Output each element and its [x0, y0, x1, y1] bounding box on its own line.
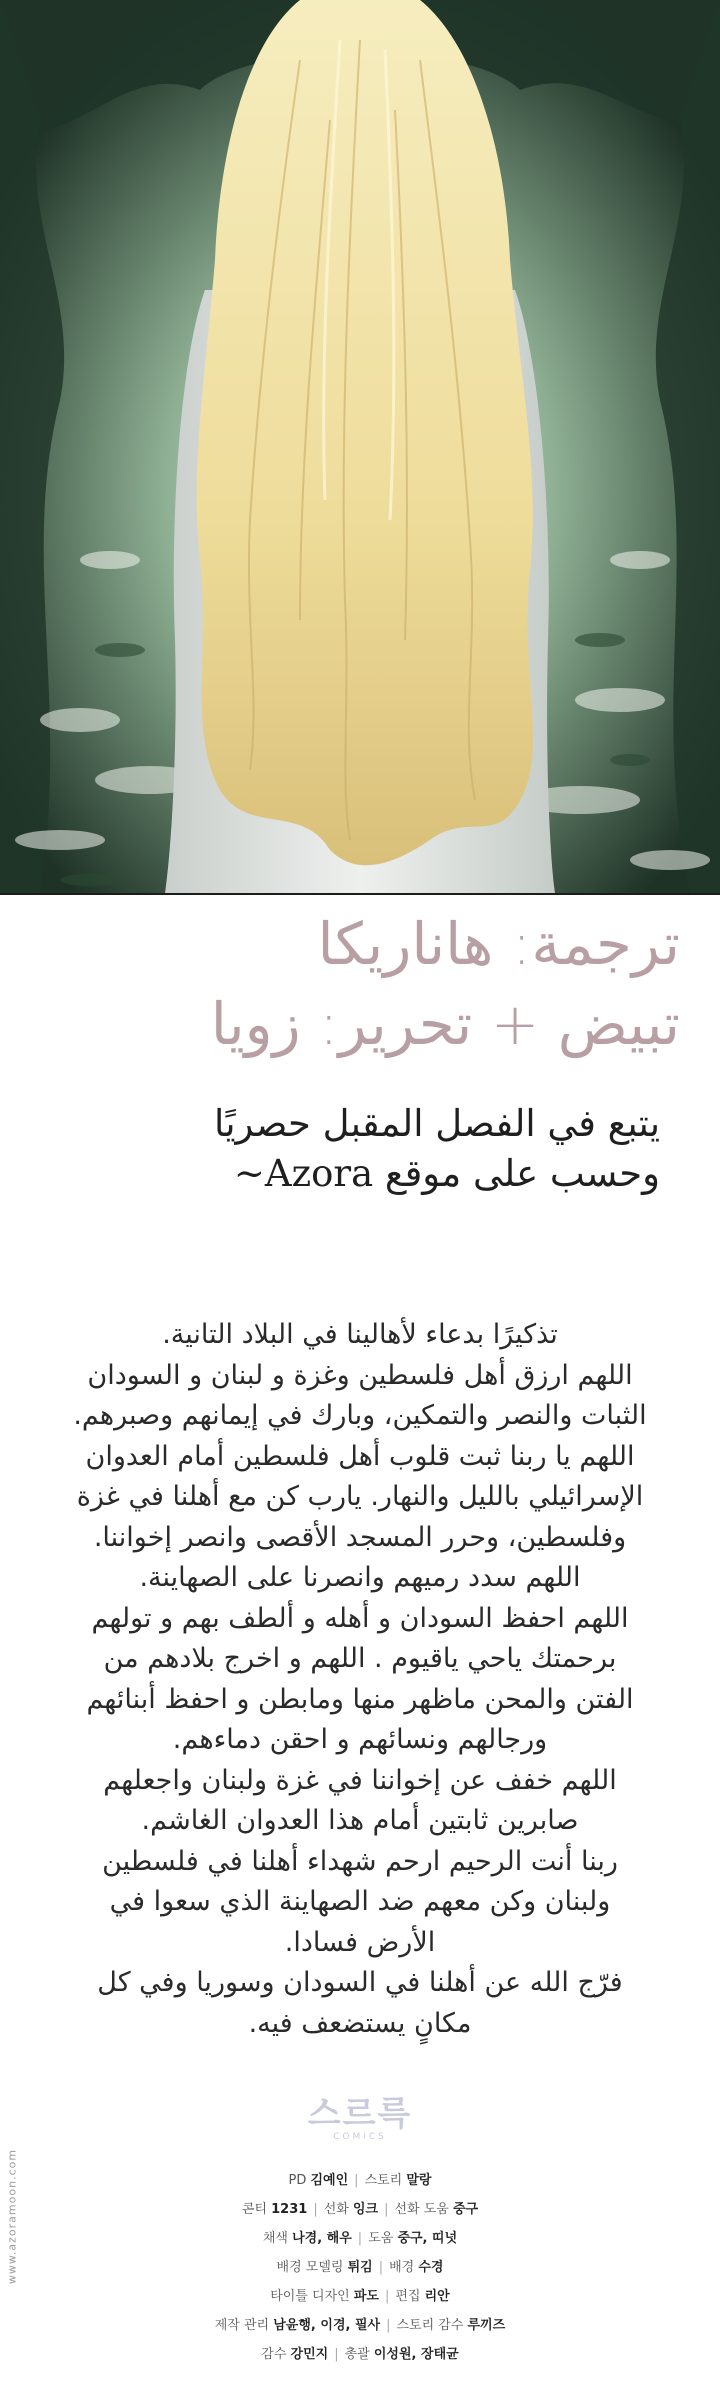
- prayer-text-block: [30, 1315, 690, 2044]
- staff-row: [60, 2195, 660, 2224]
- editing-credit: تبيض + تحرير: زويا: [210, 990, 680, 1058]
- staff-row: [60, 2253, 660, 2282]
- watermark-text: www.azoramoon.com: [5, 2148, 19, 2285]
- publisher-logo-sub: COMICS: [333, 2132, 387, 2142]
- staff-name: 잉크: [352, 2202, 379, 2217]
- staff-role: 배경: [389, 2260, 419, 2275]
- staff-separator: |: [357, 2231, 363, 2246]
- prayer-line: الأرض فسادا.: [284, 1926, 436, 1958]
- staff-row: [60, 2340, 660, 2369]
- staff-row: [60, 2224, 660, 2253]
- staff-name: 중구, 띠넛: [397, 2231, 458, 2246]
- staff-separator: |: [313, 2202, 318, 2217]
- publisher-logo-mark: 스르륵: [307, 2094, 413, 2134]
- site-watermark: [2, 2060, 18, 2380]
- staff-separator: |: [384, 2289, 390, 2304]
- staff-role: 선화: [323, 2202, 353, 2217]
- staff-role: 스토리: [364, 2173, 407, 2188]
- prayer-line: تذكيرًا بدعاء لأهالينا في البلاد التانية.: [162, 1319, 558, 1350]
- staff-role: 선화 도움: [394, 2202, 453, 2217]
- staff-role: 총괄: [344, 2347, 374, 2362]
- staff-separator: |: [386, 2318, 391, 2333]
- prayer-line: برحمتك ياحي ياقيوم . اللهم و اخرج بلادهم من: [103, 1643, 617, 1674]
- site-notice: وحسب على موقع Azora~: [233, 1152, 660, 1195]
- staff-role: 제작 관리: [214, 2318, 274, 2333]
- staff-role: PD: [288, 2173, 311, 2188]
- staff-name: 파도: [353, 2289, 379, 2304]
- prayer-line: اللهم سدد رميهم وانصرنا على الصهاينة.: [139, 1562, 581, 1593]
- prayer-line: اللهم احفظ السودان و أهله و ألطف بهم و تولهم: [91, 1602, 629, 1634]
- staff-name: 남윤행, 이경, 필사: [273, 2318, 381, 2333]
- prayer-line: مكانٍ يستضعف فيه.: [248, 2007, 472, 2039]
- prayer-line: الثبات والنصر والتمكين، وبارك في إيمانهم وصبرهم.: [73, 1400, 647, 1431]
- next-chapter-notice: يتبع في الفصل المقبل حصريًا: [213, 1102, 660, 1145]
- prayer-line: فرّج الله عن أهلنا في السودان وسوريا وفي كل: [97, 1967, 623, 1998]
- staff-name: 수경: [418, 2260, 444, 2275]
- prayer-line: اللهم خفف عن إخواننا في غزة ولبنان واجعلهم: [103, 1764, 617, 1796]
- staff-row: [60, 2166, 660, 2195]
- staff-name: 튀김: [347, 2260, 373, 2275]
- translation-credit: ترجمة: هاناريكا: [317, 910, 680, 978]
- staff-row: [60, 2311, 660, 2340]
- staff-name: 말랑: [406, 2173, 432, 2188]
- prayer-line: ورجالهم ونسائهم و احقن دماءهم.: [172, 1724, 548, 1755]
- illustration-panel: [0, 0, 720, 895]
- prayer-line: الفتن والمحن ماظهر منها ومابطن و احفظ أبنائهم: [86, 1683, 634, 1715]
- prayer-line: الإسرائيلي بالليل والنهار. يارب كن مع أهلنا في غزة: [76, 1481, 644, 1512]
- woman-long-hair-illustration: [0, 0, 720, 893]
- staff-role: 타이틀 디자인: [270, 2289, 354, 2304]
- staff-name: 강민지: [290, 2347, 329, 2362]
- staff-credits: [60, 2166, 660, 2369]
- prayer-line: ربنا أنت الرحيم ارحم شهداء أهلنا في فلسطين: [102, 1845, 618, 1877]
- prayer-line: وفلسطين، وحرر المسجد الأقصى وانصر إخواننا.: [93, 1521, 627, 1553]
- staff-role: 콘티: [241, 2202, 272, 2217]
- publisher-logo: [305, 2096, 415, 2142]
- staff-role: 배경 모델링: [276, 2260, 348, 2275]
- staff-name: 이성원, 장태균: [373, 2347, 459, 2362]
- staff-role: 스토리 감수: [396, 2318, 468, 2333]
- staff-name: 1231: [271, 2202, 308, 2217]
- staff-role: 감수: [261, 2347, 291, 2362]
- prayer-line: صابرين ثابتين أمام هذا العدوان الغاشم.: [141, 1805, 579, 1836]
- staff-separator: |: [384, 2202, 389, 2217]
- staff-role: 채색: [262, 2231, 293, 2246]
- prayer-line: ولبنان وكن معهم ضد الصهاينة الذي سعوا في: [109, 1886, 611, 1917]
- staff-name: 리안: [424, 2289, 450, 2304]
- staff-row: [60, 2282, 660, 2311]
- staff-name: 나경, 해우: [292, 2231, 352, 2246]
- prayer-line: اللهم ارزق أهل فلسطين وغزة و لبنان و السودان: [87, 1359, 633, 1391]
- staff-separator: |: [334, 2347, 339, 2362]
- prayer-line: اللهم يا ربنا ثبت قلوب أهل فلسطين أمام العدوان: [85, 1440, 635, 1472]
- staff-role: 도움: [368, 2231, 398, 2246]
- staff-role: 편집: [395, 2289, 425, 2304]
- staff-name: 김예인: [310, 2173, 349, 2188]
- staff-separator: |: [354, 2173, 359, 2188]
- staff-separator: |: [378, 2260, 384, 2275]
- staff-name: 루끼즈: [467, 2318, 506, 2333]
- staff-name: 중구: [452, 2202, 479, 2217]
